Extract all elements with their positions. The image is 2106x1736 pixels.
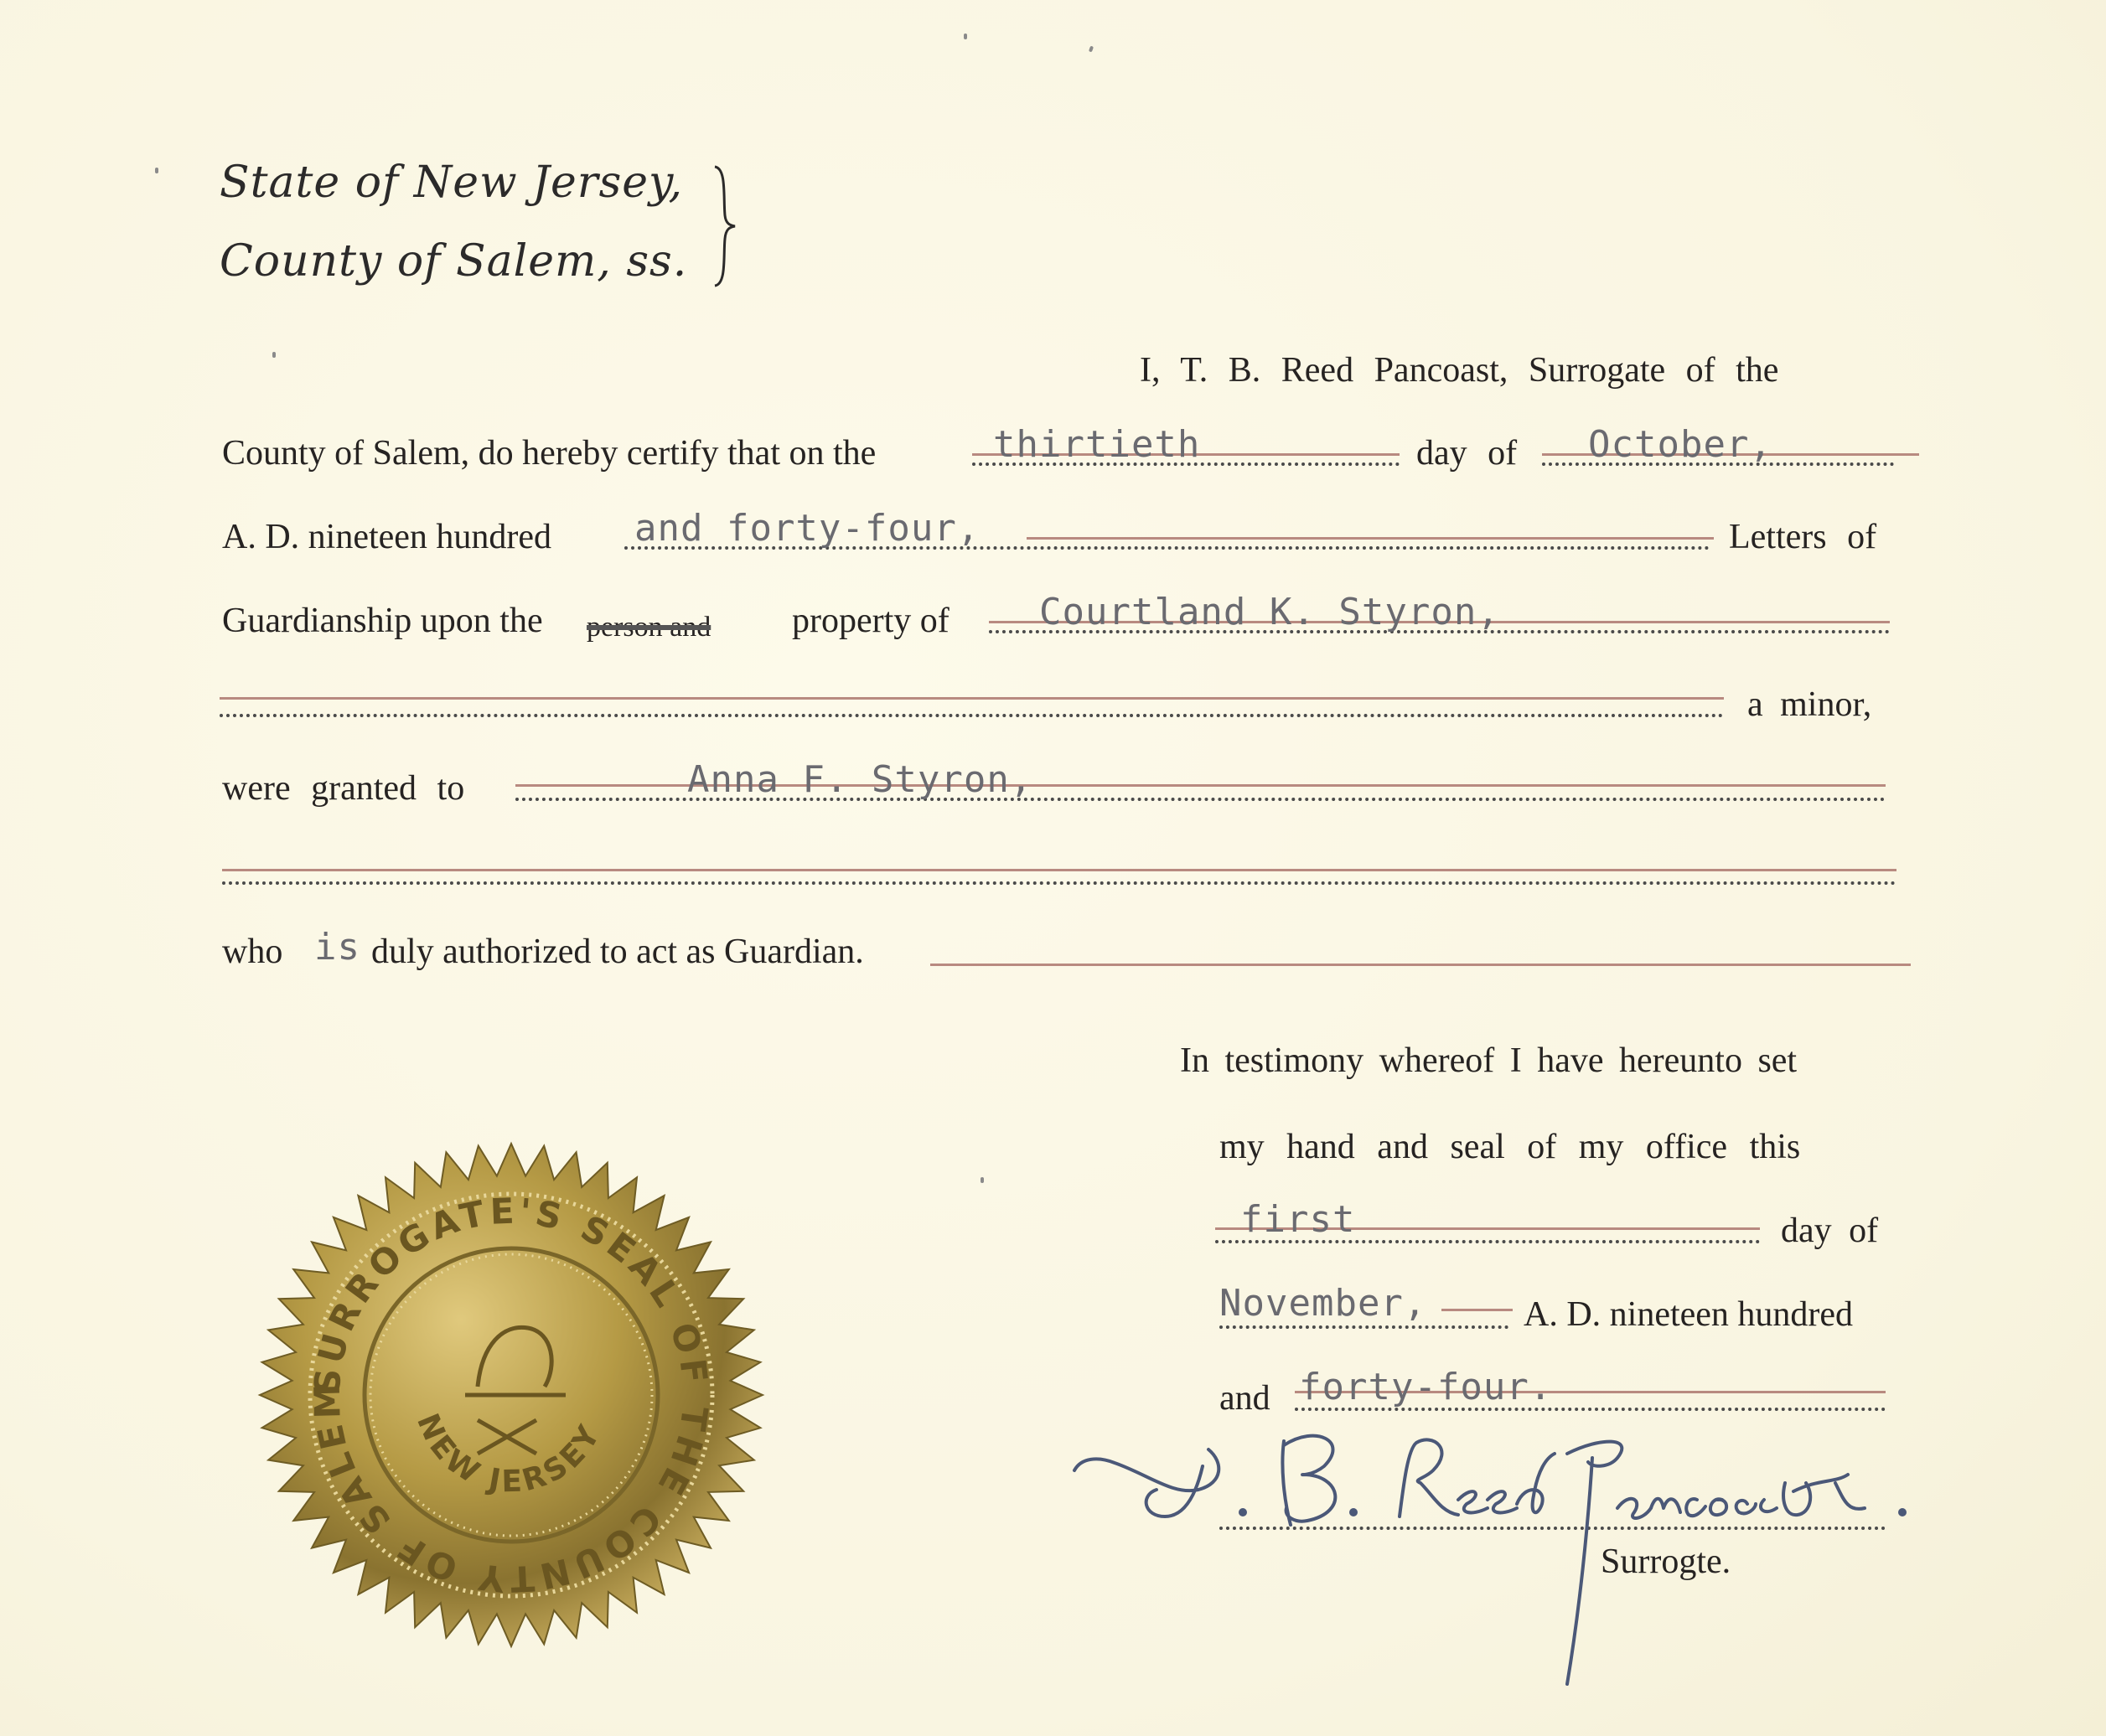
- nineteen-hundred-text: A. D. nineteen hundred: [1524, 1295, 1854, 1334]
- certify-text: County of Salem, do hereby certify that on the: [222, 434, 877, 473]
- struck-person-and: [587, 605, 711, 645]
- minor-name-typed: Courtland K. Styron,: [1039, 591, 1500, 633]
- blank-line-rule: [222, 869, 1896, 871]
- letters-of-text: Letters of: [1729, 518, 1877, 556]
- a-minor-text: a minor,: [1747, 685, 1872, 724]
- year-issued-typed: and forty-four,: [634, 507, 981, 550]
- seal-inner-text: NEW JERSEY: [410, 1408, 608, 1500]
- county-heading: County of Salem, ss.: [220, 236, 688, 287]
- guardianship-text: Guardianship upon the: [222, 602, 543, 640]
- minor-line2-dots: [220, 714, 1724, 717]
- who-text: who: [222, 933, 283, 971]
- authorized-rule: [930, 964, 1911, 966]
- paper-speck: [155, 168, 158, 173]
- bracket-brace: [708, 163, 742, 289]
- seal-outer-text: SURROGATE'S SEAL OF THE COUNTY OF SALEM: [306, 1190, 717, 1600]
- surrogate-intro: I, T. B. Reed Pancoast, Surrogate of the: [1140, 351, 1779, 390]
- month-signed-rule: [1441, 1309, 1513, 1311]
- month-issued-typed: October,: [1588, 423, 1772, 466]
- guardian-name-typed: Anna F. Styron,: [687, 758, 1033, 801]
- month-signed-dots: [1219, 1325, 1508, 1329]
- state-heading: State of New Jersey,: [220, 158, 684, 208]
- paper-speck: [964, 34, 967, 39]
- handwritten-signature: [1064, 1391, 2053, 1701]
- year-issued-rule: [1027, 537, 1714, 540]
- paper-speck: [272, 352, 276, 358]
- month-signed-typed: November,: [1219, 1282, 1427, 1325]
- minor-line2-rule: [220, 697, 1724, 700]
- year-prefix-text: A. D. nineteen hundred: [222, 518, 552, 556]
- testimony-line1: In testimony whereof I have hereunto set: [1180, 1041, 1798, 1080]
- paper-speck: [981, 1177, 984, 1183]
- struck-words: person and: [587, 612, 711, 643]
- day-signed-typed: first: [1240, 1198, 1356, 1241]
- granted-to-text: were granted to: [222, 769, 465, 808]
- day-of-text: day of: [1416, 434, 1518, 473]
- county-gold-seal: [251, 1135, 771, 1655]
- year-signed-typed: forty-four.: [1299, 1366, 1553, 1408]
- surrogate-title: Surrogte.: [1601, 1542, 1731, 1581]
- property-of-text: property of: [792, 602, 950, 640]
- day-issued-typed: thirtieth: [993, 423, 1201, 466]
- authorized-text: duly authorized to act as Guardian.: [371, 933, 864, 971]
- and-text: and: [1219, 1379, 1270, 1418]
- testimony-line2: my hand and seal of my office this: [1219, 1128, 1801, 1166]
- day-of-signed-text: day of: [1781, 1212, 1879, 1250]
- verb-typed: is: [314, 926, 360, 969]
- blank-line-dots: [222, 881, 1896, 885]
